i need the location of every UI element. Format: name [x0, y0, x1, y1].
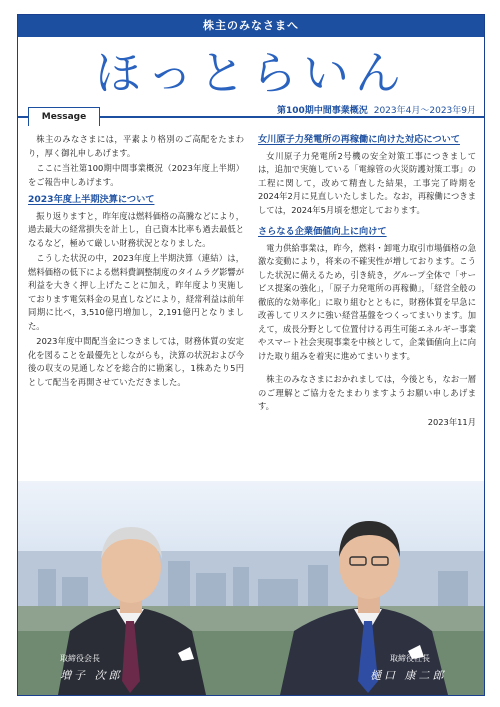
onagawa-paragraph: 女川原子力発電所2号機の安全対策工事につきましては，追加で実施している「電線管の火災防護対策工事」の工程に関して，改めて精査した結果，工事完了時期を2024年2月に見直しいたしました。なお，再稼働につきましては，2024年5月頃を想定しております。	[258, 150, 476, 215]
results-paragraph: こうした状況の中，2023年度上半期決算（連結）は，燃料価格の低下による燃料費調整制度のタイムラグ影響が利益を大きく押し上げたことに加え，昨年度より実施しております電気料金の見直しなどにより，経常利益は前年同期に比べ，3,510億円増加し，2,191億円となりました。	[28, 253, 244, 331]
section-heading-onagawa: 女川原子力発電所の再稼働に向けた対応について	[258, 134, 460, 145]
chairman-signature: 増子 次郎	[60, 669, 123, 682]
value-paragraph: 電力供給事業は，昨今，燃料・卸電力取引市場価格の急激な変動により，将来の不確実性が増しております。こうした状況に備えるため，引き続き，グループ全体で「サービス提案の強化」，「原子力発電所の再稼働」，「経営全般の徹底的な効率化」に取り組むとともに，財務体質を早急に改善してリスクに強い経営基盤をつくってまいります。加えて，成長分野として位置付ける再生可能エネルギー事業やスマート社会実現事業を中核として，企業価値向上に向けた取り組みを着実に進めてまいります。	[258, 242, 476, 361]
left-column	[28, 133, 244, 391]
intro-paragraph: ここに当社第100期中間事業概況（2023年度上半期）をご報告申しあげます。	[28, 163, 244, 187]
president-title: 取締役社長	[390, 654, 430, 663]
banner: 株主のみなさまへ	[18, 15, 484, 37]
dividend-paragraph: 2023年度中間配当金につきましては，財務体質の安定化を図ることを最優先としながらも，決算の状況および今後の収支の見通しなどを総合的に勘案し，1株あたり5円として配当を再開させていただきました。	[28, 336, 244, 387]
section-heading-value: さらなる企業価値向上に向けて	[258, 226, 387, 237]
issue-label: 第100期中間事業概況	[276, 106, 368, 116]
issue-line	[258, 103, 476, 116]
newsletter-page	[17, 14, 485, 696]
newsletter-title: ほっとらいん	[95, 46, 407, 100]
right-column	[258, 133, 476, 429]
closing-paragraph: 株主のみなさまにおかれましては，今後とも，なお一層のご理解とご協力をたまわりますようお願い申しあげます。	[258, 374, 476, 411]
results-paragraph: 振り返りますと，昨年度は燃料価格の高騰などにより，過去最大の経常損失を計上し，自己資本比率も過去最低となるなど，極めて厳しい財務状況となりました。	[28, 210, 244, 248]
intro-paragraph: 株主のみなさまには，平素より格別のご高配をたまわり，厚く御礼申しあげます。	[28, 134, 244, 158]
chairman-title: 取締役会長	[60, 654, 100, 663]
period-label: 2023年4月～2023年9月	[373, 106, 476, 116]
message-tab: Message	[28, 107, 100, 126]
issue-date: 2023年11月	[427, 416, 476, 427]
section-heading-results: 2023年度上半期決算について	[28, 194, 155, 205]
president-signature: 樋口 康二郎	[370, 669, 447, 682]
executives-photo	[18, 481, 484, 695]
